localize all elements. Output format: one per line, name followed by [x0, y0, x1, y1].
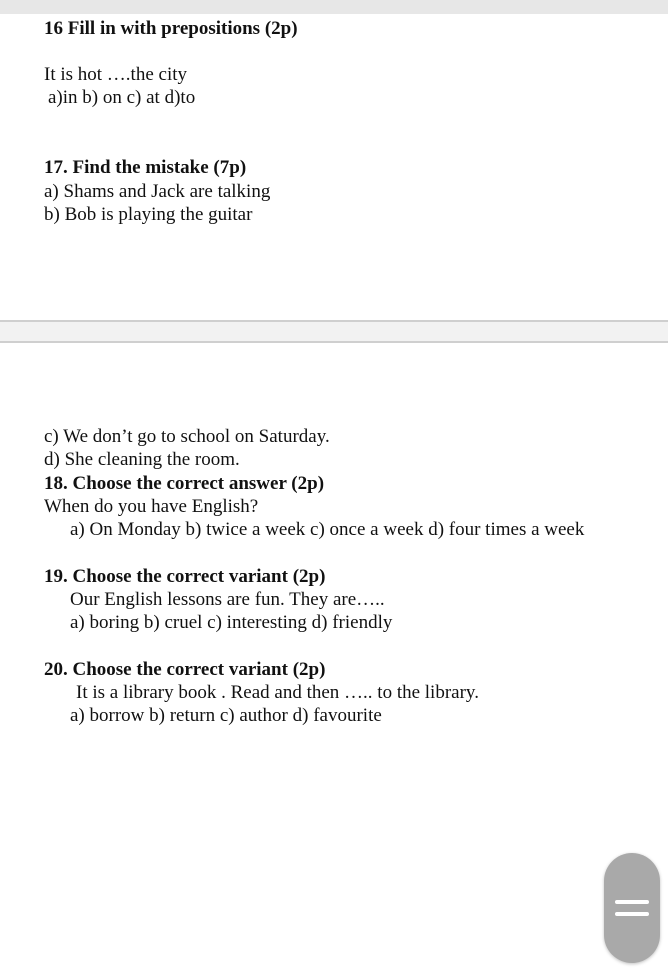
q20-options: a) borrow b) return c) author d) favourite — [70, 705, 382, 726]
q18-title: 18. Choose the correct answer (2p) — [44, 473, 325, 494]
q16-title: 16 Fill in with prepositions (2p) — [44, 18, 298, 39]
grip-line-top — [615, 900, 649, 904]
top-bar — [0, 0, 668, 14]
q17-item-c: c) We don’t go to school on Saturday. — [44, 426, 330, 447]
q19-title: 19. Choose the correct variant (2p) — [44, 566, 326, 587]
scroll-handle[interactable] — [604, 853, 660, 963]
q19-options: a) boring b) cruel c) interesting d) friendly — [70, 612, 393, 633]
q19-sentence: Our English lessons are fun. They are….. — [70, 589, 385, 610]
q17-item-b: b) Bob is playing the guitar — [44, 204, 253, 225]
q20-title: 20. Choose the correct variant (2p) — [44, 659, 326, 680]
page-separator — [0, 320, 668, 343]
q18-options: a) On Monday b) twice a week c) once a week d) four times a week — [70, 519, 585, 540]
q20-sentence: It is a library book . Read and then ….. to the library. — [76, 682, 479, 703]
q18-question: When do you have English? — [44, 496, 259, 517]
q16-options: a)in b) on c) at d)to — [48, 87, 196, 108]
q17-item-d: d) She cleaning the room. — [44, 449, 240, 470]
q17-title: 17. Find the mistake (7p) — [44, 157, 247, 178]
grip-line-bottom — [615, 912, 649, 916]
q17-item-a: a) Shams and Jack are talking — [44, 181, 271, 202]
q16-sentence: It is hot ….the city — [44, 64, 188, 85]
